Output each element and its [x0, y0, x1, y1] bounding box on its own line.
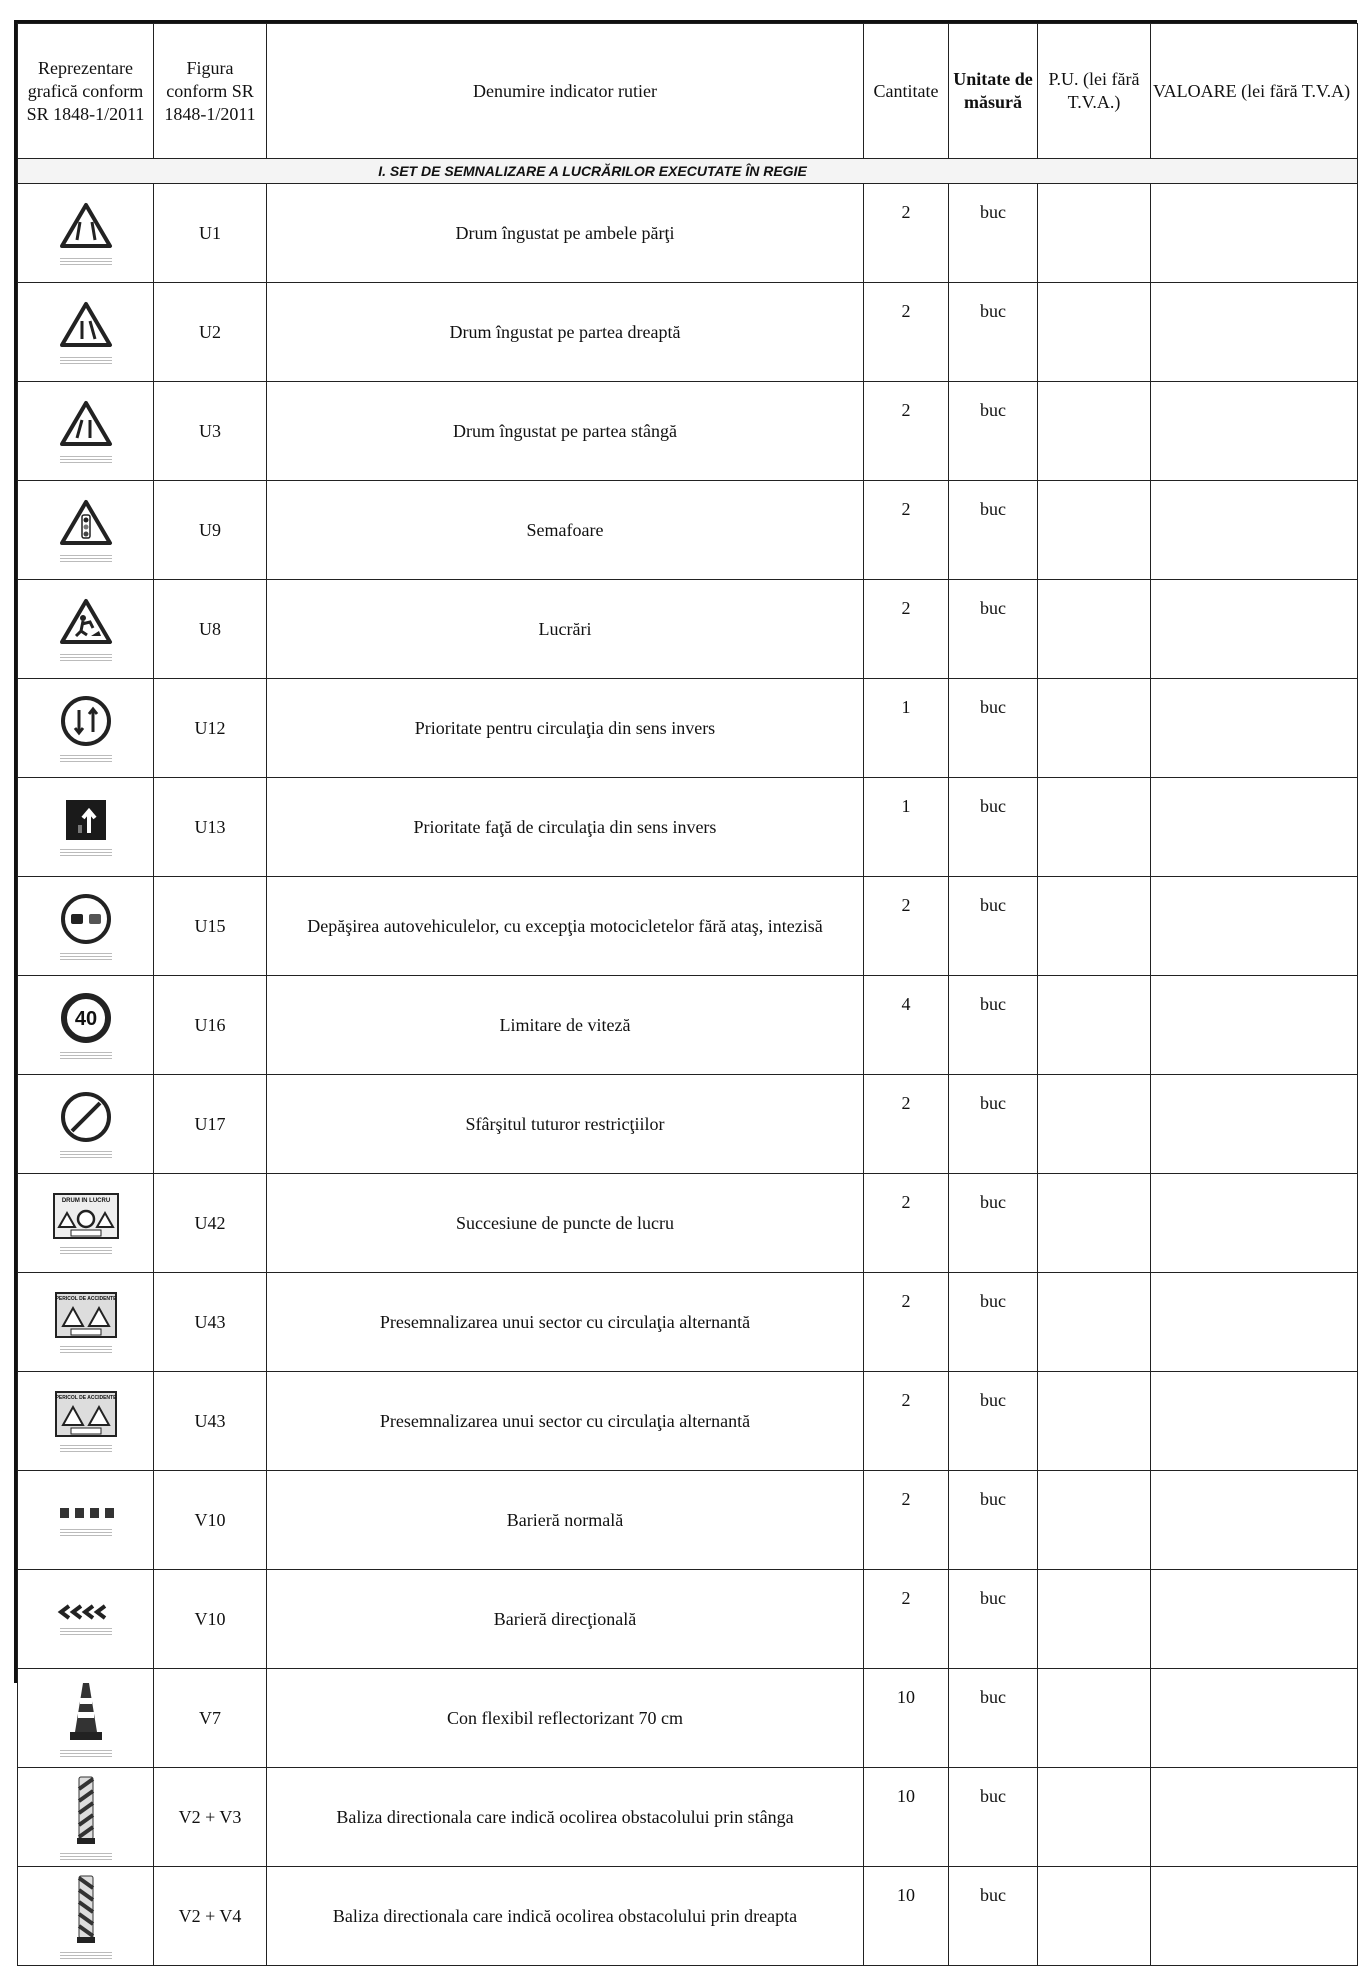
- signage-table: [17, 23, 1358, 1966]
- unit-price-cell: [1038, 976, 1151, 1075]
- header-figure: Figura conform SR 1848-1/2011: [154, 24, 267, 159]
- directional-barrier-icon: [57, 1604, 115, 1625]
- table-row: [18, 580, 1358, 679]
- unit-price-cell: [1038, 1669, 1151, 1768]
- header-unit: Unitate de măsură: [949, 24, 1038, 159]
- figure-cell: U9: [154, 481, 267, 580]
- header-row: [18, 24, 1358, 159]
- section-row: [18, 159, 1358, 184]
- triangle-traffic-lights-icon: [59, 499, 113, 552]
- sign-caption-icon: [60, 1749, 112, 1757]
- unit-price-cell: [1038, 283, 1151, 382]
- sign-caption-icon: [60, 1444, 112, 1452]
- table-row: [18, 1075, 1358, 1174]
- figure-cell: U43: [154, 1273, 267, 1372]
- normal-barrier-icon: [57, 1505, 115, 1526]
- unit-price-cell: [1038, 1174, 1151, 1273]
- table-row: [18, 679, 1358, 778]
- sign-caption-icon: [60, 257, 112, 265]
- danger-panel-icon: [55, 1391, 117, 1442]
- quantity-cell: 1: [864, 679, 949, 778]
- value-cell: [1151, 877, 1358, 976]
- unit-cell: buc: [949, 1372, 1038, 1471]
- sign-graphic-cell: [18, 976, 154, 1075]
- value-cell: [1151, 1372, 1358, 1471]
- quantity-cell: 10: [864, 1669, 949, 1768]
- figure-cell: U16: [154, 976, 267, 1075]
- sign-graphic-cell: [18, 1867, 154, 1966]
- value-cell: [1151, 1669, 1358, 1768]
- value-cell: [1151, 976, 1358, 1075]
- sign-graphic-cell: [18, 1669, 154, 1768]
- unit-price-cell: [1038, 679, 1151, 778]
- delineator-post-left-icon: [76, 1775, 96, 1850]
- document-sheet: [14, 20, 1357, 1926]
- unit-cell: buc: [949, 1669, 1038, 1768]
- svg-text:PERICOL DE ACCIDENTE: PERICOL DE ACCIDENTE: [55, 1394, 116, 1401]
- triangle-narrowing-right-icon: [59, 301, 113, 354]
- sign-graphic-cell: [18, 778, 154, 877]
- unit-cell: buc: [949, 1471, 1038, 1570]
- sign-graphic-cell: [18, 184, 154, 283]
- speed-limit-40-icon: [60, 992, 112, 1049]
- figure-cell: U8: [154, 580, 267, 679]
- sign-name-cell: Limitare de viteză: [267, 976, 864, 1075]
- danger-panel-icon: [55, 1292, 117, 1343]
- quantity-cell: 1: [864, 778, 949, 877]
- unit-cell: buc: [949, 481, 1038, 580]
- sign-name-cell: Presemnalizarea unui sector cu circulaţia alternantă: [267, 1273, 864, 1372]
- quantity-cell: 2: [864, 1570, 949, 1669]
- figure-cell: V7: [154, 1669, 267, 1768]
- quantity-cell: 2: [864, 184, 949, 283]
- unit-price-cell: [1038, 184, 1151, 283]
- unit-cell: buc: [949, 877, 1038, 976]
- header-graphic: Reprezentare grafică conform SR 1848-1/2011: [18, 24, 154, 159]
- sign-name-cell: Drum îngustat pe partea stângă: [267, 382, 864, 481]
- figure-cell: U1: [154, 184, 267, 283]
- svg-text:40: 40: [74, 1007, 97, 1030]
- unit-cell: buc: [949, 1174, 1038, 1273]
- delineator-post-right-icon: [76, 1874, 96, 1949]
- unit-price-cell: [1038, 1768, 1151, 1867]
- sign-caption-icon: [60, 952, 112, 960]
- unit-cell: buc: [949, 976, 1038, 1075]
- unit-price-cell: [1038, 1273, 1151, 1372]
- sign-name-cell: Presemnalizarea unui sector cu circulaţia alternantă: [267, 1372, 864, 1471]
- unit-cell: buc: [949, 1075, 1038, 1174]
- figure-cell: U43: [154, 1372, 267, 1471]
- header-value: VALOARE (lei fără T.V.A): [1151, 24, 1358, 159]
- value-cell: [1151, 1570, 1358, 1669]
- sign-caption-icon: [60, 653, 112, 661]
- sign-caption-icon: [60, 554, 112, 562]
- priority-over-oncoming-icon: [65, 799, 107, 846]
- table-row: [18, 1669, 1358, 1768]
- table-row: [18, 382, 1358, 481]
- quantity-cell: 2: [864, 877, 949, 976]
- value-cell: [1151, 679, 1358, 778]
- svg-text:PERICOL DE ACCIDENTE: PERICOL DE ACCIDENTE: [55, 1295, 116, 1302]
- quantity-cell: 2: [864, 283, 949, 382]
- section-title: I. SET DE SEMNALIZARE A LUCRĂRILOR EXECUTATE ÎN REGIE: [18, 159, 1358, 184]
- sign-name-cell: Semafoare: [267, 481, 864, 580]
- unit-price-cell: [1038, 580, 1151, 679]
- sign-graphic-cell: [18, 1372, 154, 1471]
- value-cell: [1151, 1471, 1358, 1570]
- sign-name-cell: Drum îngustat pe ambele părţi: [267, 184, 864, 283]
- unit-price-cell: [1038, 778, 1151, 877]
- figure-cell: V10: [154, 1471, 267, 1570]
- triangle-narrowing-both-icon: [59, 202, 113, 255]
- sign-name-cell: Barieră normală: [267, 1471, 864, 1570]
- sign-graphic-cell: [18, 283, 154, 382]
- figure-cell: V2 + V4: [154, 1867, 267, 1966]
- unit-price-cell: [1038, 1372, 1151, 1471]
- quantity-cell: 2: [864, 1372, 949, 1471]
- sign-name-cell: Con flexibil reflectorizant 70 cm: [267, 1669, 864, 1768]
- figure-cell: U12: [154, 679, 267, 778]
- sign-caption-icon: [60, 1150, 112, 1158]
- quantity-cell: 10: [864, 1867, 949, 1966]
- figure-cell: U2: [154, 283, 267, 382]
- value-cell: [1151, 382, 1358, 481]
- unit-price-cell: [1038, 1471, 1151, 1570]
- unit-price-cell: [1038, 1075, 1151, 1174]
- unit-cell: buc: [949, 1768, 1038, 1867]
- sign-name-cell: Prioritate faţă de circulaţia din sens invers: [267, 778, 864, 877]
- sign-caption-icon: [60, 754, 112, 762]
- unit-price-cell: [1038, 382, 1151, 481]
- table-row: [18, 1372, 1358, 1471]
- value-cell: [1151, 1174, 1358, 1273]
- value-cell: [1151, 1075, 1358, 1174]
- sign-name-cell: Depăşirea autovehiculelor, cu excepţia motocicletelor fără ataş, intezisă: [267, 877, 864, 976]
- table-row: [18, 184, 1358, 283]
- no-overtaking-icon: [60, 893, 112, 950]
- figure-cell: V10: [154, 1570, 267, 1669]
- unit-price-cell: [1038, 877, 1151, 976]
- sign-caption-icon: [60, 1627, 112, 1635]
- unit-cell: buc: [949, 382, 1038, 481]
- unit-price-cell: [1038, 1570, 1151, 1669]
- quantity-cell: 2: [864, 1273, 949, 1372]
- figure-cell: U42: [154, 1174, 267, 1273]
- svg-text:DRUM IN LUCRU: DRUM IN LUCRU: [61, 1197, 110, 1204]
- figure-cell: U15: [154, 877, 267, 976]
- sign-name-cell: Prioritate pentru circulaţia din sens invers: [267, 679, 864, 778]
- value-cell: [1151, 1768, 1358, 1867]
- traffic-cone-icon: [69, 1680, 103, 1747]
- value-cell: [1151, 184, 1358, 283]
- priority-oncoming-icon: [60, 695, 112, 752]
- figure-cell: U13: [154, 778, 267, 877]
- table-row: [18, 481, 1358, 580]
- work-zone-panel-icon: [53, 1193, 119, 1244]
- value-cell: [1151, 481, 1358, 580]
- value-cell: [1151, 283, 1358, 382]
- sign-graphic-cell: [18, 481, 154, 580]
- sign-caption-icon: [60, 1051, 112, 1059]
- table-row: [18, 1570, 1358, 1669]
- sign-graphic-cell: [18, 580, 154, 679]
- header-quantity: Cantitate: [864, 24, 949, 159]
- sign-graphic-cell: [18, 1570, 154, 1669]
- header-unit-price: P.U. (lei fără T.V.A.): [1038, 24, 1151, 159]
- end-restrictions-icon: [60, 1091, 112, 1148]
- quantity-cell: 2: [864, 1174, 949, 1273]
- sign-graphic-cell: [18, 1471, 154, 1570]
- sign-caption-icon: [60, 356, 112, 364]
- sign-graphic-cell: [18, 877, 154, 976]
- unit-cell: buc: [949, 184, 1038, 283]
- unit-price-cell: [1038, 1867, 1151, 1966]
- table-row: [18, 1471, 1358, 1570]
- unit-cell: buc: [949, 679, 1038, 778]
- figure-cell: U17: [154, 1075, 267, 1174]
- quantity-cell: 4: [864, 976, 949, 1075]
- sign-graphic-cell: [18, 1273, 154, 1372]
- sign-caption-icon: [60, 848, 112, 856]
- unit-price-cell: [1038, 481, 1151, 580]
- table-row: [18, 1867, 1358, 1966]
- sign-caption-icon: [60, 1951, 112, 1959]
- triangle-narrowing-left-icon: [59, 400, 113, 453]
- quantity-cell: 2: [864, 481, 949, 580]
- quantity-cell: 10: [864, 1768, 949, 1867]
- unit-cell: buc: [949, 778, 1038, 877]
- table-row: [18, 778, 1358, 877]
- triangle-roadworks-icon: [59, 598, 113, 651]
- table-row: [18, 1768, 1358, 1867]
- unit-cell: buc: [949, 1570, 1038, 1669]
- sign-name-cell: Barieră direcţională: [267, 1570, 864, 1669]
- figure-cell: U3: [154, 382, 267, 481]
- sign-graphic-cell: [18, 382, 154, 481]
- unit-cell: buc: [949, 1867, 1038, 1966]
- unit-cell: buc: [949, 283, 1038, 382]
- sign-graphic-cell: [18, 1075, 154, 1174]
- quantity-cell: 2: [864, 1075, 949, 1174]
- header-name: Denumire indicator rutier: [267, 24, 864, 159]
- sign-name-cell: Drum îngustat pe partea dreaptă: [267, 283, 864, 382]
- sign-graphic-cell: [18, 679, 154, 778]
- value-cell: [1151, 1867, 1358, 1966]
- table-row: [18, 976, 1358, 1075]
- value-cell: [1151, 580, 1358, 679]
- quantity-cell: 2: [864, 580, 949, 679]
- table-row: [18, 1273, 1358, 1372]
- table-row: [18, 1174, 1358, 1273]
- unit-cell: buc: [949, 1273, 1038, 1372]
- figure-cell: V2 + V3: [154, 1768, 267, 1867]
- sign-graphic-cell: [18, 1174, 154, 1273]
- unit-cell: buc: [949, 580, 1038, 679]
- sign-name-cell: Sfârşitul tuturor restricţiilor: [267, 1075, 864, 1174]
- quantity-cell: 2: [864, 1471, 949, 1570]
- value-cell: [1151, 1273, 1358, 1372]
- table-row: [18, 877, 1358, 976]
- sign-graphic-cell: [18, 1768, 154, 1867]
- table-row: [18, 283, 1358, 382]
- sign-name-cell: Baliza directionala care indică ocolirea obstacolului prin stânga: [267, 1768, 864, 1867]
- sign-caption-icon: [60, 1345, 112, 1353]
- sign-caption-icon: [60, 1852, 112, 1860]
- sign-name-cell: Succesiune de puncte de lucru: [267, 1174, 864, 1273]
- value-cell: [1151, 778, 1358, 877]
- sign-name-cell: Lucrări: [267, 580, 864, 679]
- sign-caption-icon: [60, 1246, 112, 1254]
- quantity-cell: 2: [864, 382, 949, 481]
- sign-name-cell: Baliza directionala care indică ocolirea obstacolului prin dreapta: [267, 1867, 864, 1966]
- sign-caption-icon: [60, 455, 112, 463]
- sign-caption-icon: [60, 1528, 112, 1536]
